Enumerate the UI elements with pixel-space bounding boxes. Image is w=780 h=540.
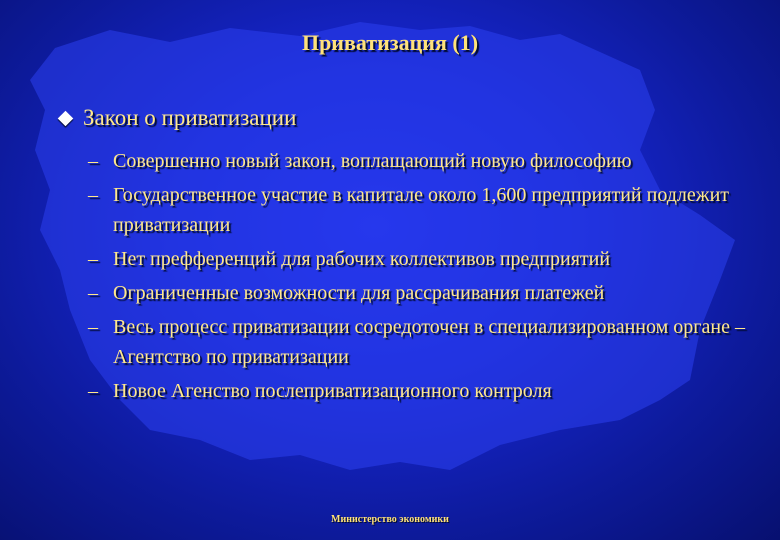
dash-icon: – — [88, 316, 98, 338]
main-bullet-label: Закон о приватизации — [83, 105, 297, 130]
main-bullet — [54, 105, 296, 131]
list-item: – Весь процесс приватизации сосредоточен в специализированном органе – Агентство по приватизации — [88, 312, 768, 372]
dash-icon: – — [88, 184, 98, 206]
diamond-bullet-icon — [58, 110, 74, 126]
list-item: – Совершенно новый закон, воплащающий новую философию — [88, 146, 768, 176]
dash-icon: – — [88, 150, 98, 172]
dash-icon: – — [88, 380, 98, 402]
slide-title: Приватизация (1) — [301, 30, 479, 55]
list-item: – Государственное участие в капитале около 1,600 предприятий подлежит приватизации — [88, 180, 768, 240]
list-item: – Нет префференций для рабочих коллективов предприятий — [88, 244, 768, 274]
list-item: – Новое Агенство послеприватизационного контроля — [88, 376, 768, 406]
list-item: – Ограниченные возможности для рассрачивания платежей — [88, 278, 768, 308]
dash-icon: – — [88, 282, 98, 304]
dash-icon: – — [88, 248, 98, 270]
footer-ministry: Министерство экономики — [331, 514, 449, 525]
sub-bullet-list — [88, 146, 768, 410]
